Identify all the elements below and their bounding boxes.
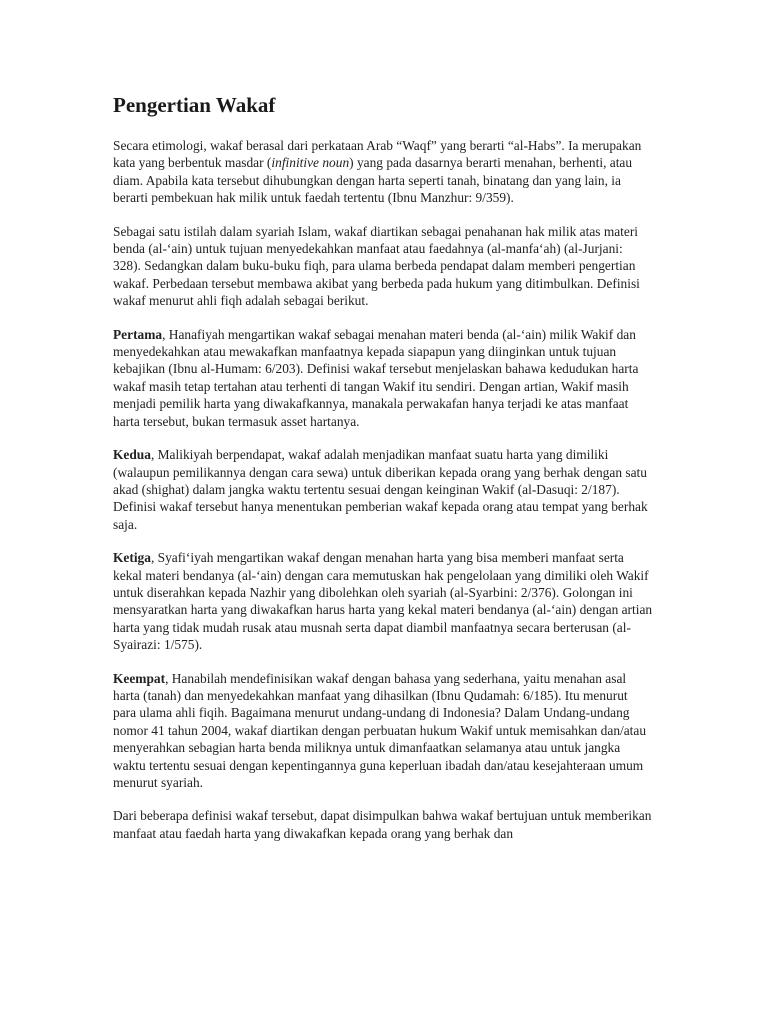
paragraph-ketiga-lead: Ketiga [113,550,151,566]
paragraph-pertama-lead: Pertama [113,326,163,342]
paragraph-kesimpulan: Dari beberapa definisi wakaf tersebut, dapat disimpulkan bahwa wakaf bertujuan untuk memberikan manfaat atau faedah harta yang diwakafkan kepada orang yang berhak dan [113,808,652,841]
paragraph-etimologi-italic-term: infinitive noun [271,155,350,171]
document-title: Pengertian Wakaf [113,93,276,117]
paragraph-kedua [113,446,653,533]
document-page [113,92,653,858]
paragraph-etimologi [113,137,653,207]
paragraph-kedua-text: , Malikiyah berpendapat, wakaf adalah menjadikan manfaat suatu harta yang dimiliki (walaupun pemilikannya dengan cara sewa) untuk diberikan kepada orang yang berhak dengan satu akad (shighat) dalam jangka waktu tertentu sesuai dengan keinginan Wakif (al-Dasuqi: 2/187). Definisi wakaf tersebut hanya menentukan pemberian wakaf kepada orang atau tempat yang berhak saja. [113,447,648,532]
paragraph-keempat [113,670,653,792]
paragraph-ketiga [113,549,653,653]
paragraph-keempat-lead: Keempat [113,670,166,686]
paragraph-pertama-text: , Hanafiyah mengartikan wakaf sebagai menahan materi benda (al-‘ain) milik Wakif dan menyedekahkan atau mewakafkan manfaatnya kepada siapapun yang diinginkan untuk tujuan kebajikan (Ibnu al-Humam: 6/203). Definisi wakaf tersebut menjelaskan bahawa kedudukan harta wakaf masih tetap tertahan atau terhenti di tangan Wakif itu sendiri. Dengan artian, Wakif masih menjadi pemilik harta yang diwakafkannya, manakala perwakafan hanya terjadi ke atas manfaat harta tersebut, bukan termasuk asset hartanya. [113,326,639,429]
paragraph-pertama [113,326,653,430]
paragraph-etimologi-text-2: ) yang pada dasarnya berarti menahan, berhenti, atau diam. Apabila kata tersebut dihubungkan dengan harta seperti tanah, binatang dan yang lain, ia berarti pembekuan hak milik untuk faedah tertentu (Ibnu Manzhur: 9/359). [113,155,633,206]
paragraph-istilah: Sebagai satu istilah dalam syariah Islam, wakaf diartikan sebagai penahanan hak milik atas materi benda (al-‘ain) untuk tujuan menyedekahkan manfaat atau faedahnya (al-manfa‘ah) (al-Jurjani: 328). Sedangkan dalam buku-buku fiqh, para ulama berbeda pendapat dalam memberi pengertian wakaf. Perbedaan tersebut membawa akibat yang berbeda pada hukum yang ditimbulkan. Definisi wakaf menurut ahli fiqh adalah sebagai berikut. [113,223,640,309]
paragraph-etimologi-text-1: Secara etimologi, wakaf berasal dari perkataan Arab “Waqf” yang berarti “al-Habs”. Ia merupakan kata yang berbentuk masdar ( [113,138,642,171]
paragraph-keempat-text: , Hanabilah mendefinisikan wakaf dengan bahasa yang sederhana, yaitu menahan asal harta (tanah) dan menyedekahkan manfaat yang dihasilkan (Ibnu Qudamah: 6/185). Itu menurut para ulama ahli fiqih. Bagaimana menurut undang-undang di Indonesia? Dalam Undang-undang nomor 41 tahun 2004, wakaf diartikan dengan perbuatan hukum Wakif untuk memisahkan dan/atau menyerahkan sebagian harta benda miliknya untuk dimanfaatkan selamanya atau untuk jangka waktu tertentu sesuai dengan kepentingannya guna keperluan ibadah dan/atau kesejahteraan umum menurut syariah. [113,670,647,790]
paragraph-kedua-lead: Kedua [113,447,151,463]
paragraph-ketiga-text: , Syafi‘iyah mengartikan wakaf dengan menahan harta yang bisa memberi manfaat serta kekal materi bendanya (al-‘ain) dengan cara memutuskan hak pengelolaan yang dimiliki oleh Wakif untuk diserahkan kepada Nazhir yang dibolehkan oleh syariah (al-Syarbini: 2/376). Golongan ini mensyaratkan harta yang diwakafkan harus harta yang kekal materi bendanya (al-‘ain) dengan artian harta yang tidak mudah rusak atau musnah serta dapat diambil manfaatnya secara berterusan (al-Syairazi: 1/575). [113,550,653,653]
